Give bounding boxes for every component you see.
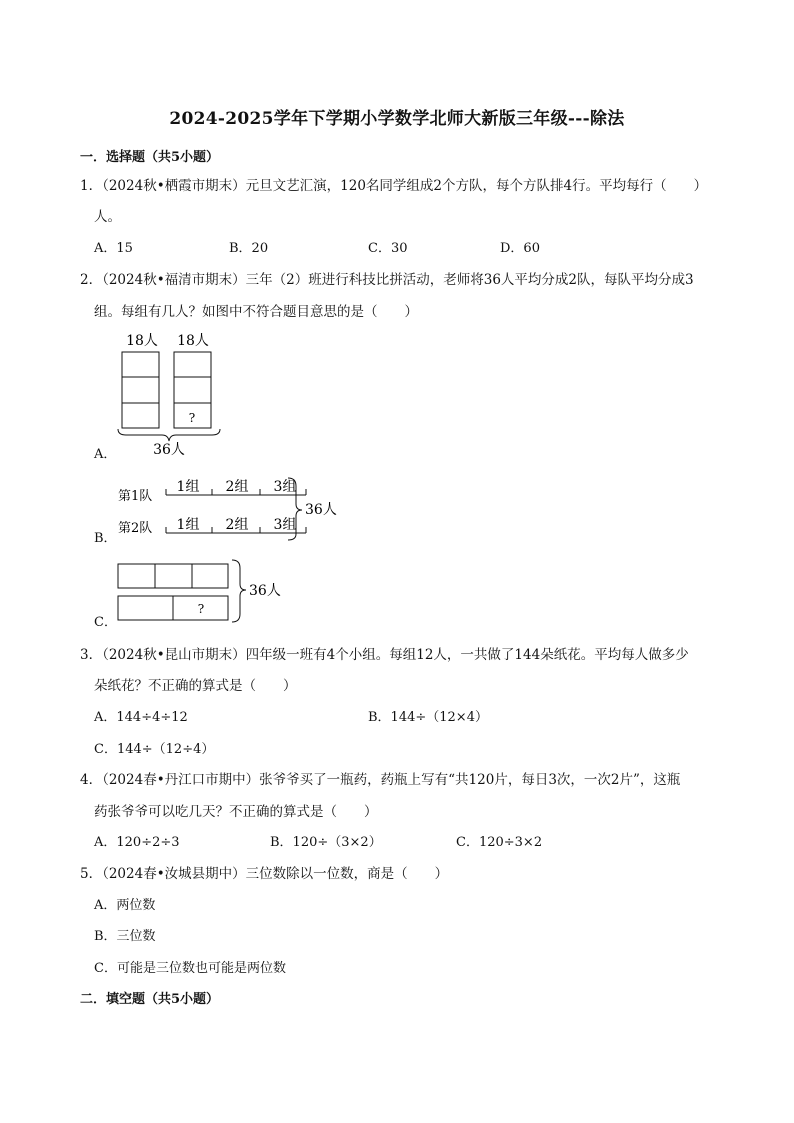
figure-a-top-right-label: 18人 (177, 333, 209, 349)
figure-c-top-bar (118, 564, 228, 588)
question-1-text-cont: 人。 (94, 209, 121, 225)
question-3-text-cont: 朵纸花？不正确的算式是（ ） (94, 678, 297, 694)
question-4-option-c: C．120÷3×2 (456, 835, 543, 850)
figure-b-row1-group1: 1组 (176, 479, 200, 495)
question-1-text: 1．（2024秋•栖霞市期末）元旦文艺汇演，120名同学组成2个方队，每个方队排4行。平均每行（ ） (80, 178, 708, 194)
question-2-text-cont: 组。每组有几人？如图中不符合题目意思的是（ ） (94, 304, 418, 320)
question-3-text: 3．（2024秋•昆山市期末）四年级一班有4个小组。每组12人，一共做了144朵纸花。平均每人做多少 (80, 647, 689, 663)
question-1-option-d: D．60 (500, 241, 540, 256)
question-3-option-a: A．144÷4÷12 (94, 710, 188, 725)
figure-b-row2-group3: 3组 (273, 517, 297, 533)
question-4-option-b: B．120÷（3×2） (270, 835, 382, 850)
figure-a-bottom-label: 36人 (153, 442, 185, 458)
figure-a-top-left-label: 18人 (126, 333, 158, 349)
figure-a-left-column (122, 352, 159, 428)
question-1-option-a: A．15 (94, 241, 133, 256)
question-4-text-cont: 药张爷爷可以吃几天？不正确的算式是（ ） (94, 804, 378, 820)
figure-c-total-label: 36人 (249, 583, 281, 599)
question-4-option-a: A．120÷2÷3 (94, 835, 180, 850)
question-2-text: 2．（2024秋•福清市期末）三年（2）班进行科技比拼活动，老师将36人平均分成2队，每队平均分成3 (80, 272, 694, 288)
figure-c-diagram (112, 556, 292, 626)
question-1-option-c: C．30 (368, 241, 408, 256)
question-3-option-c: C．144÷（12÷4） (94, 742, 215, 757)
question-5-option-b: B．三位数 (94, 929, 156, 944)
figure-b-row2-group2: 2组 (225, 517, 249, 533)
figure-b-row2-group1: 1组 (176, 517, 200, 533)
figure-a-diagram (112, 328, 232, 460)
section-heading-fill: 二．填空题（共5小题） (80, 992, 220, 1007)
section-heading-choice: 一．选择题（共5小题） (80, 150, 220, 165)
figure-c-question-mark: ? (197, 602, 205, 616)
question-5-text: 5．（2024春•汝城县期中）三位数除以一位数，商是（ ） (80, 866, 449, 882)
question-4-text: 4．（2024春•丹江口市期中）张爷爷买了一瓶药，药瓶上写有“共120片，每日3次，一次2片”，这瓶 (80, 772, 681, 788)
question-5-option-c: C．可能是三位数也可能是两位数 (94, 961, 286, 976)
figure-b-row1-group2: 2组 (225, 479, 249, 495)
question-5-option-a: A．两位数 (94, 898, 156, 913)
figure-c-label: C． (94, 615, 117, 630)
question-3-option-b: B．144÷（12×4） (368, 710, 488, 725)
figure-b-total-label: 36人 (305, 502, 337, 518)
figure-b-label: B． (94, 531, 117, 546)
figure-b-team2-label: 第2队 (118, 521, 153, 536)
figure-a-question-mark: ? (188, 411, 196, 425)
page-title: 2024-2025学年下学期小学数学北师大新版三年级---除法 (169, 109, 625, 129)
figure-a-bottom-brace (118, 429, 220, 441)
figure-b-row1-group3: 3组 (273, 479, 297, 495)
figure-a-label: A． (94, 447, 117, 462)
question-1-option-b: B．20 (229, 241, 269, 256)
figure-b-diagram (112, 472, 342, 544)
figure-c-right-brace (232, 560, 246, 622)
figure-b-team1-label: 第1队 (118, 489, 153, 504)
